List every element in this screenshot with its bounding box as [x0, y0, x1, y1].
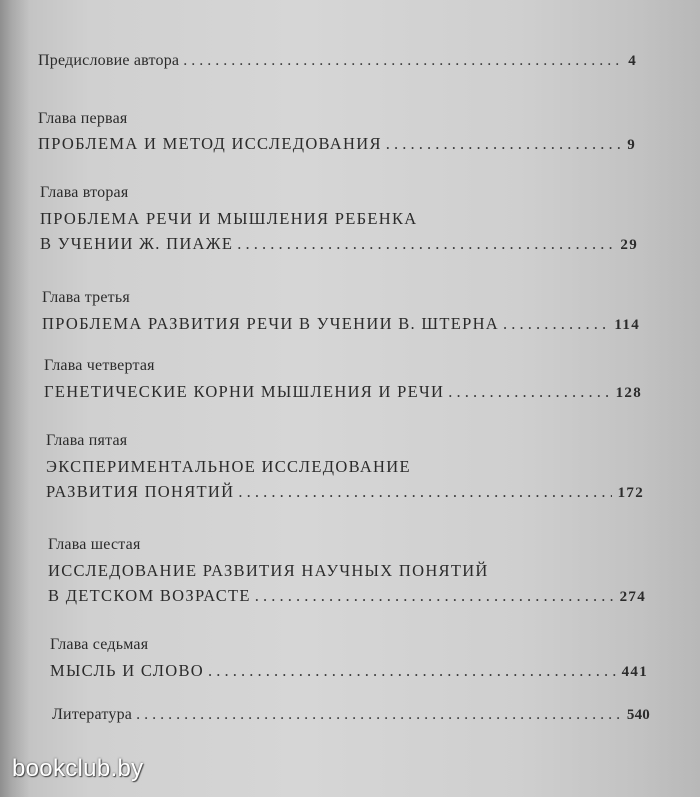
leader-dots	[448, 382, 609, 402]
toc-page-number: 4	[628, 53, 636, 69]
toc-page-number: 172	[617, 485, 644, 501]
toc-title-line-2: В УЧЕНИИ Ж. ПИАЖЕ	[40, 234, 234, 253]
leader-dots	[183, 52, 622, 70]
toc-title: МЫСЛЬ И СЛОВО	[50, 661, 205, 680]
leader-dots	[136, 706, 621, 724]
chapter-label: Глава вторая	[40, 184, 129, 201]
chapter-label: Глава первая	[38, 110, 128, 127]
toc-entry-chapter-4	[44, 357, 642, 402]
chapter-label: Глава шестая	[48, 536, 141, 553]
toc-title: Литература	[52, 706, 133, 723]
toc-page-number: 441	[621, 664, 648, 680]
toc-entry-chapter-5	[46, 432, 644, 502]
toc-entry-chapter-1	[38, 110, 636, 154]
toc-page-number: 274	[619, 589, 646, 605]
toc-title-line-2: В ДЕТСКОМ ВОЗРАСТЕ	[48, 586, 251, 605]
toc-page-number: 128	[615, 385, 642, 401]
toc-page-number: 114	[614, 317, 640, 333]
toc-title-line-1: ИССЛЕДОВАНИЕ РАЗВИТИЯ НАУЧНЫХ ПОНЯТИЙ	[48, 561, 489, 580]
chapter-label: Глава седьмая	[50, 636, 149, 653]
toc-entry-literature	[52, 706, 650, 724]
toc-page-number: 29	[620, 237, 638, 253]
toc-title-line-1: ЭКСПЕРИМЕНТАЛЬНОЕ ИССЛЕДОВАНИЕ	[46, 457, 411, 476]
chapter-label: Глава пятая	[46, 432, 128, 449]
toc-title-line-2: РАЗВИТИЯ ПОНЯТИЙ	[46, 482, 235, 501]
toc-entry-chapter-6	[48, 536, 646, 606]
watermark: bookclub.by	[12, 755, 144, 782]
chapter-label: Глава четвертая	[44, 357, 155, 374]
leader-dots	[208, 661, 616, 681]
toc-title: ПРОБЛЕМА И МЕТОД ИССЛЕДОВАНИЯ	[38, 134, 382, 153]
toc-page-number: 540	[626, 707, 650, 723]
chapter-label: Глава третья	[42, 289, 130, 306]
leader-dots	[503, 314, 608, 334]
toc-entry-chapter-2	[40, 184, 638, 254]
toc-title-line-1: ПРОБЛЕМА РЕЧИ И МЫШЛЕНИЯ РЕБЕНКА	[40, 209, 418, 228]
toc-entry-chapter-3	[42, 289, 640, 334]
toc-title: Предисловие автора	[38, 52, 180, 69]
leader-dots	[237, 234, 614, 254]
table-of-contents	[38, 52, 658, 723]
leader-dots	[255, 586, 614, 606]
leader-dots	[386, 134, 621, 154]
toc-title: ПРОБЛЕМА РАЗВИТИЯ РЕЧИ В УЧЕНИИ В. ШТЕРНА	[42, 314, 500, 333]
toc-entry-preface	[38, 52, 658, 70]
toc-page-number: 9	[627, 137, 636, 153]
leader-dots	[238, 482, 611, 502]
toc-title: ГЕНЕТИЧЕСКИЕ КОРНИ МЫШЛЕНИЯ И РЕЧИ	[44, 382, 445, 401]
toc-entry-chapter-7	[50, 636, 648, 681]
